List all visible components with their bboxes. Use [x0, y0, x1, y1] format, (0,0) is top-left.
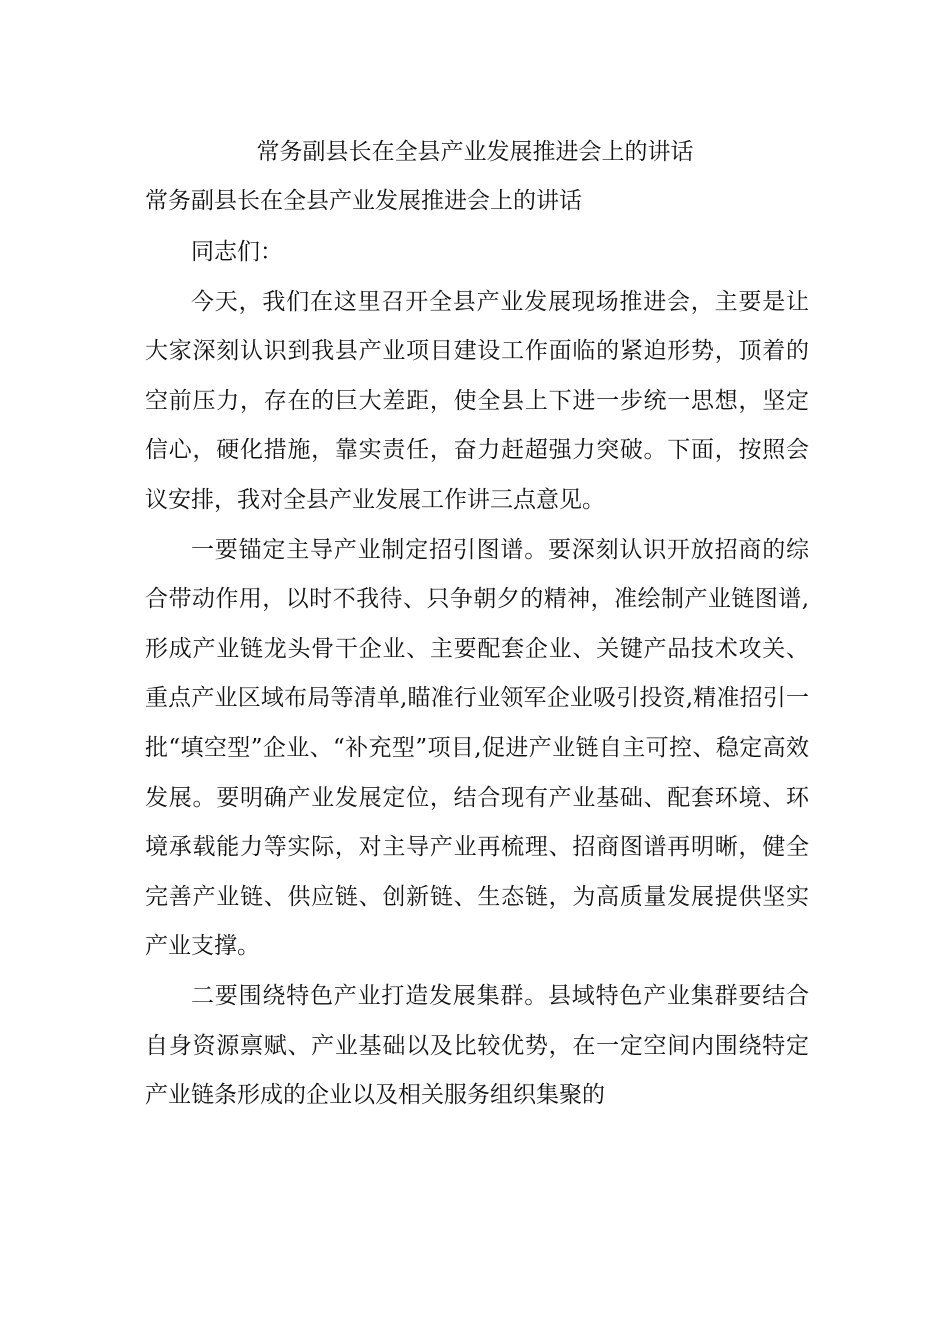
paragraph-point-two: 二要围绕特色产业打造发展集群。县域特色产业集群要结合自身资源禀赋、产业基础以及比较优势，在一定空间内围绕特定产业链条形成的企业以及相关服务组织集聚的 [145, 982, 809, 1109]
document-subtitle: 常务副县长在全县产业发展推进会上的讲话 [145, 188, 582, 214]
paragraph-intro: 今天，我们在这里召开全县产业发展现场推进会，主要是让大家深刻认识到我县产业项目建设工作面临的紧迫形势，顶着的空前压力，存在的巨大差距，使全县上下进一步统一思想，坚定信心，硬化措施，靠实责任，奋力赶超强力突破。下面，按照会议安排，我对全县产业发展工作讲三点意见。 [145, 288, 809, 513]
document-body [145, 228, 809, 1121]
document-title: 常务副县长在全县产业发展推进会上的讲话 [256, 139, 694, 165]
salutation: 同志们： [191, 239, 283, 265]
paragraph-point-one: 一要锚定主导产业制定招引图谱。要深刻认识开放招商的综合带动作用，以时不我待、只争朝夕的精神，准绘制产业链图谱,形成产业链龙头骨干企业、主要配套企业、关键产品技术攻关、重点产业区域布局等清单,瞄准行业领军企业吸引投资,精准招引一批“填空型”企业、“补充型”项目,促进产业链自主可控、稳定高效发展。要明确产业发展定位，结合现有产业基础、配套环境、环境承载能力等实际，对主导产业再梳理、招商图谱再明晰，健全完善产业链、供应链、创新链、生态链，为高质量发展提供坚实产业支撑。 [145, 536, 809, 960]
